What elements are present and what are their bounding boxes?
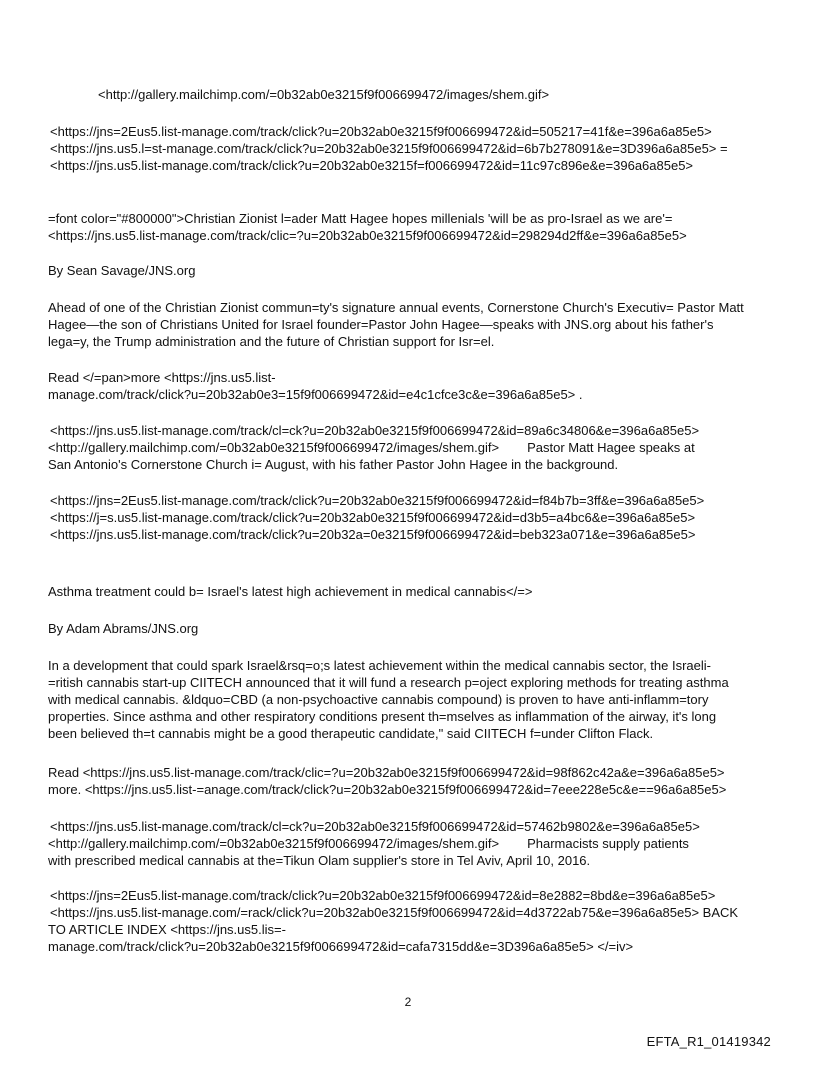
- back-to-index-link[interactable]: TO ARTICLE INDEX <https://jns.us5.lis=-: [48, 922, 286, 937]
- link-line[interactable]: <https://jns.us5.list-manage.com/track/click?u=20b32ab0e3215f=f006699472&id=11c97c896e&e=396a6a85e5>: [50, 158, 694, 173]
- link-block-3: [48, 887, 768, 955]
- article-paragraph-2: [48, 657, 768, 742]
- link-line[interactable]: <https://jns=2Eus5.list-manage.com/track/click?u=20b32ab0e3215f9f006699472&id=8e2882=8bd&e=396a6a85e5>: [50, 888, 716, 903]
- paragraph-line: lega=y, the Trump administration and the future of Christian support for Isr=el.: [48, 334, 495, 349]
- link-line[interactable]: <https://jns.us5.list-manage.com/=rack/click?u=20b32ab0e3215f9f006699472&id=4d3722ab75&e=396a6a85e5> BACK: [50, 905, 739, 920]
- article-paragraph-1: [48, 299, 768, 350]
- paragraph-line: In a development that could spark Israel&rsq=o;s latest achievement within the medical cannabis sector, the Israeli-: [48, 658, 711, 673]
- read-more-line[interactable]: Read <https://jns.us5.list-manage.com/track/clic=?u=20b32ab0e3215f9f006699472&id=98f862c42a&e=396a6a85e5>: [48, 765, 725, 780]
- image-caption-2: [48, 818, 768, 869]
- caption-image-url: <http://gallery.mailchimp.com/=0b32ab0e3215f9f006699472/images/shem.gif>: [48, 836, 500, 851]
- link-block-1: [48, 123, 768, 174]
- caption-text: San Antonio's Cornerstone Church i= August, with his father Pastor John Hagee in the background.: [48, 457, 619, 472]
- link-line[interactable]: <https://jns=2Eus5.list-manage.com/track/click?u=20b32ab0e3215f9f006699472&id=505217=41f&e=396a6a85e5>: [50, 124, 712, 139]
- read-more-1: [48, 369, 768, 403]
- link-block-2: [48, 492, 768, 543]
- link-line[interactable]: <https://j=s.us5.list-manage.com/track/click?u=20b32ab0e3215f9f006699472&id=d3b5=a4bc6&e=396a6a85e5>: [50, 510, 696, 525]
- paragraph-line: properties. Since asthma and other respiratory conditions present th=mselves as inflammation of the airway, it's long: [48, 709, 717, 724]
- byline-text: By Sean Savage/JNS.org: [48, 263, 196, 278]
- caption-text: with prescribed medical cannabis at the=Tikun Olam supplier's store in Tel Aviv, April 10, 2016.: [48, 853, 591, 868]
- caption-link[interactable]: <https://jns.us5.list-manage.com/track/cl=ck?u=20b32ab0e3215f9f006699472&id=89a6c34806&e=396a6a85e5>: [50, 423, 700, 438]
- read-more-2: [48, 764, 768, 798]
- document-id: EFTA_R1_01419342: [646, 1034, 771, 1049]
- paragraph-line: Hagee—the son of Christians United for Israel founder=Pastor John Hagee—speaks with JNS.org about his father's: [48, 317, 714, 332]
- paragraph-line: with medical cannabis. &ldquo=CBD (a non-psychoactive cannabis compound) is proven to have anti-inflamm=tory: [48, 692, 709, 707]
- page-number: 2: [404, 995, 412, 1009]
- read-more-line[interactable]: more. <https://jns.us5.list-=anage.com/track/click?u=20b32ab0e3215f9f006699472&id=7eee228e5c&e==96a6a85e5>: [48, 782, 727, 797]
- read-more-line[interactable]: manage.com/track/click?u=20b32ab0e3=15f9f006699472&id=e4c1cfce3c&e=396a6a85e5> .: [48, 387, 583, 402]
- headline-text: Asthma treatment could b= Israel's latest high achievement in medical cannabis</=>: [48, 584, 533, 599]
- byline-2: [48, 620, 768, 637]
- headline-link[interactable]: <https://jns.us5.list-manage.com/track/clic=?u=20b32ab0e3215f9f006699472&id=298294d2ff&e=396a6a85e5>: [48, 228, 687, 243]
- article-headline-2: [48, 583, 768, 600]
- back-to-index-link[interactable]: manage.com/track/click?u=20b32ab0e3215f9f006699472&id=cafa7315dd&e=3D396a6a85e5> </=iv>: [48, 939, 634, 954]
- caption-text: Pharmacists supply patients: [527, 836, 689, 851]
- image-link-block: [48, 86, 768, 103]
- paragraph-line: been believed th=t cannabis might be a good therapeutic candidate," said CIITECH f=under Clifton Flack.: [48, 726, 654, 741]
- article-headline-1: [48, 210, 768, 244]
- byline-1: [48, 262, 768, 279]
- paragraph-line: =ritish cannabis start-up CIITECH announced that it will fund a research p=oject exploring methods for treating asthma: [48, 675, 729, 690]
- caption-text: Pastor Matt Hagee speaks at: [527, 440, 695, 455]
- link-line[interactable]: <https://jns.us5.l=st-manage.com/track/click?u=20b32ab0e3215f9f006699472&id=6b7b278091&e=3D396a6a85e5> =: [50, 141, 728, 156]
- headline-text: =font color="#800000">Christian Zionist l=ader Matt Hagee hopes millenials 'will be as pro-Israel as we are'=: [48, 211, 673, 226]
- byline-text: By Adam Abrams/JNS.org: [48, 621, 199, 636]
- image-url: <http://gallery.mailchimp.com/=0b32ab0e3215f9f006699472/images/shem.gif>: [98, 87, 550, 102]
- caption-link[interactable]: <https://jns.us5.list-manage.com/track/cl=ck?u=20b32ab0e3215f9f006699472&id=57462b9802&e=396a6a85e5>: [50, 819, 700, 834]
- paragraph-line: Ahead of one of the Christian Zionist commun=ty's signature annual events, Cornerstone Church's Executiv= Pastor Matt: [48, 300, 744, 315]
- read-more-line[interactable]: Read </=pan>more <https://jns.us5.list-: [48, 370, 276, 385]
- caption-image-url: <http://gallery.mailchimp.com/=0b32ab0e3215f9f006699472/images/shem.gif>: [48, 440, 500, 455]
- link-line[interactable]: <https://jns.us5.list-manage.com/track/click?u=20b32a=0e3215f9f006699472&id=beb323a071&e=396a6a85e5>: [50, 527, 696, 542]
- image-caption-1: [48, 422, 768, 473]
- link-line[interactable]: <https://jns=2Eus5.list-manage.com/track/click?u=20b32ab0e3215f9f006699472&id=f84b7b=3ff&e=396a6a85e5>: [50, 493, 705, 508]
